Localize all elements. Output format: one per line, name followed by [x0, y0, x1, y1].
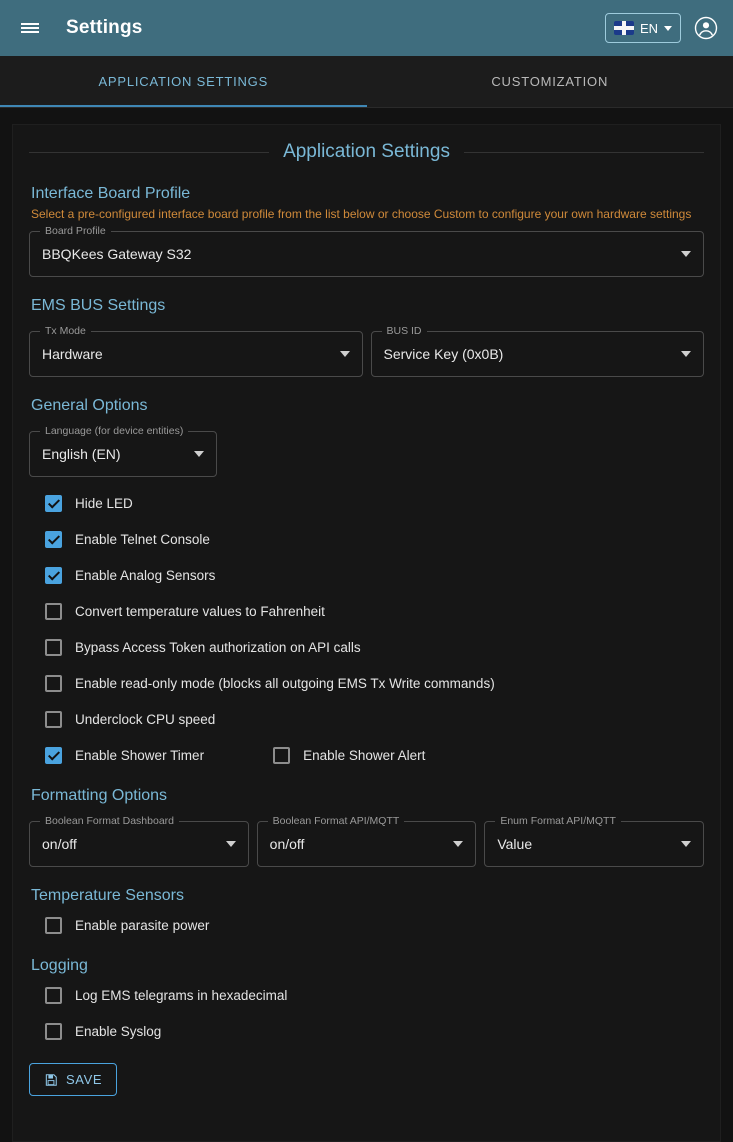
boolean-format-dashboard-select[interactable] [29, 815, 249, 867]
chevron-down-icon [681, 351, 691, 357]
language-legend: Language (for device entities) [40, 425, 188, 437]
checkbox-label-telnet-console: Enable Telnet Console [75, 531, 210, 547]
checkbox-row-parasite-power[interactable] [29, 907, 704, 943]
section-title-temperature-sensors: Temperature Sensors [31, 887, 184, 904]
tab-application-settings-label: APPLICATION SETTINGS [98, 74, 269, 89]
section-description-interface-board: Select a pre-configured interface board profile from the list below or choose Custom to configure your own hardware settings [31, 207, 692, 221]
language-selector-button[interactable] [605, 13, 681, 43]
bus-id-select[interactable] [371, 325, 705, 377]
checkbox-label-read-only-mode: Enable read-only mode (blocks all outgoing EMS Tx Write commands) [75, 675, 495, 691]
checkbox-label-hide-led: Hide LED [75, 495, 133, 511]
language-select[interactable] [29, 425, 217, 477]
save-button-label: SAVE [66, 1072, 103, 1087]
checkbox-fahrenheit[interactable] [45, 603, 62, 620]
enum-format-api-select[interactable] [484, 815, 704, 867]
tab-application-settings[interactable] [0, 56, 367, 107]
tx-mode-value: Hardware [42, 346, 103, 362]
top-app-bar [0, 0, 733, 56]
checkbox-row-log-hex[interactable] [29, 977, 704, 1013]
checkbox-label-underclock-cpu: Underclock CPU speed [75, 711, 216, 727]
checkbox-row-read-only-mode[interactable] [29, 665, 704, 701]
checkbox-shower-timer[interactable] [45, 747, 62, 764]
section-title-general-options: General Options [31, 397, 148, 414]
boolean-format-api-select[interactable] [257, 815, 477, 867]
uk-flag-icon [614, 21, 634, 35]
tx-mode-legend: Tx Mode [40, 325, 91, 337]
checkbox-row-enable-syslog[interactable] [29, 1013, 704, 1049]
checkbox-row-bypass-token[interactable] [29, 629, 704, 665]
panel-title: Application Settings [283, 141, 450, 162]
floppy-disk-icon [44, 1073, 58, 1087]
checkbox-read-only-mode[interactable] [45, 675, 62, 692]
boolean-format-api-legend: Boolean Format API/MQTT [268, 815, 405, 827]
checkbox-analog-sensors[interactable] [45, 567, 62, 584]
section-title-ems-bus: EMS BUS Settings [31, 297, 166, 314]
chevron-down-icon [664, 26, 672, 31]
chevron-down-icon [226, 841, 236, 847]
formatting-fields [29, 815, 704, 867]
boolean-format-dashboard-value: on/off [42, 836, 77, 852]
bus-id-legend: BUS ID [382, 325, 427, 337]
checkbox-shower-alert[interactable] [273, 747, 290, 764]
chevron-down-icon [194, 451, 204, 457]
checkbox-label-enable-syslog: Enable Syslog [75, 1023, 162, 1039]
enum-format-api-value: Value [497, 836, 533, 852]
checkbox-hide-led[interactable] [45, 495, 62, 512]
chevron-down-icon [453, 841, 463, 847]
tab-customization-label: CUSTOMIZATION [491, 74, 609, 89]
checkbox-label-analog-sensors: Enable Analog Sensors [75, 567, 216, 583]
enum-format-api-legend: Enum Format API/MQTT [495, 815, 621, 827]
chevron-down-icon [681, 841, 691, 847]
language-code-label: EN [639, 20, 658, 36]
checkbox-enable-syslog[interactable] [45, 1023, 62, 1040]
bus-id-value: Service Key (0x0B) [383, 346, 504, 362]
boolean-format-api-value: on/off [269, 836, 305, 852]
checkbox-label-fahrenheit: Convert temperature values to Fahrenheit [75, 603, 325, 619]
tab-customization[interactable] [367, 56, 733, 107]
board-profile-select[interactable] [29, 225, 704, 277]
board-profile-legend: Board Profile [40, 225, 111, 237]
section-title-formatting-options: Formatting Options [31, 787, 168, 804]
account-circle-icon[interactable] [691, 13, 721, 43]
checkbox-bypass-token[interactable] [45, 639, 62, 656]
checkbox-label-shower-alert: Enable Shower Alert [303, 747, 426, 763]
panel-heading [29, 141, 704, 163]
checkbox-label-bypass-token: Bypass Access Token authorization on API calls [75, 639, 361, 655]
chevron-down-icon [340, 351, 350, 357]
language-value: English (EN) [42, 446, 121, 462]
checkbox-underclock-cpu[interactable] [45, 711, 62, 728]
checkbox-row-telnet-console[interactable] [29, 521, 704, 557]
checkbox-label-shower-timer: Enable Shower Timer [75, 747, 205, 763]
save-button[interactable] [29, 1063, 117, 1096]
checkbox-row-shower [29, 737, 704, 773]
board-profile-value: BBQKees Gateway S32 [42, 246, 192, 262]
checkbox-log-hex[interactable] [45, 987, 62, 1004]
checkbox-parasite-power[interactable] [45, 917, 62, 934]
settings-content [0, 108, 733, 1142]
checkbox-label-log-hex: Log EMS telegrams in hexadecimal [75, 987, 288, 1003]
divider-right [464, 152, 704, 153]
page-title: Settings [66, 17, 143, 38]
chevron-down-icon [681, 251, 691, 257]
tx-mode-select[interactable] [29, 325, 363, 377]
checkbox-label-parasite-power: Enable parasite power [75, 917, 210, 933]
checkbox-row-hide-led[interactable] [29, 485, 704, 521]
divider-left [29, 152, 269, 153]
checkbox-row-analog-sensors[interactable] [29, 557, 704, 593]
tab-bar [0, 56, 733, 108]
settings-panel [12, 124, 721, 1142]
checkbox-telnet-console[interactable] [45, 531, 62, 548]
boolean-format-dashboard-legend: Boolean Format Dashboard [40, 815, 179, 827]
checkbox-row-underclock-cpu[interactable] [29, 701, 704, 737]
section-title-interface-board: Interface Board Profile [31, 185, 191, 202]
ems-bus-fields [29, 325, 704, 377]
section-title-logging: Logging [31, 957, 88, 974]
hamburger-menu-icon[interactable] [12, 10, 48, 46]
top-bar-actions [605, 13, 721, 43]
checkbox-row-fahrenheit[interactable] [29, 593, 704, 629]
